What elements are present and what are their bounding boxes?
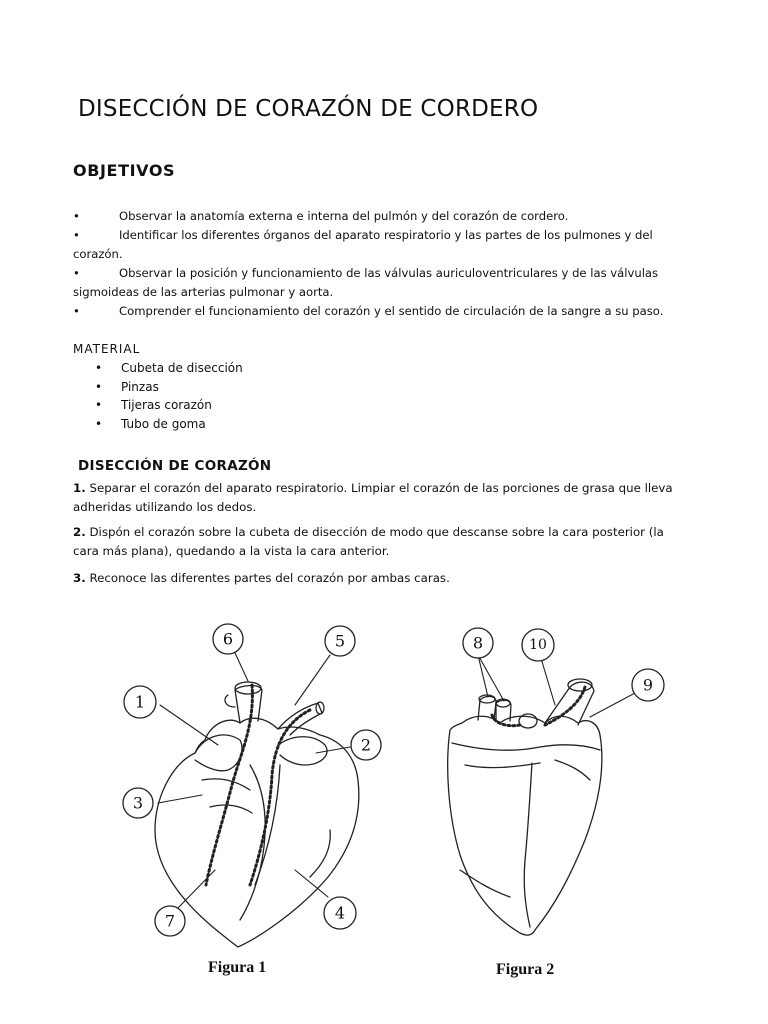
- objective-item: [73, 207, 693, 226]
- bullet-icon: •: [95, 398, 103, 412]
- bullet-icon: •: [73, 266, 80, 280]
- material-text: Tijeras corazón: [121, 398, 212, 412]
- step-text: Separar el corazón del aparato respiratorio. Limpiar el corazón de las porciones de grasa que lleva adheridas utilizando los dedos.: [73, 481, 673, 514]
- callout-label-10: 10: [529, 637, 547, 653]
- callout-label-6: 6: [222, 629, 234, 649]
- bullet-icon: •: [73, 228, 80, 242]
- figure-1-caption: Figura 1: [208, 959, 267, 976]
- objective-text: Observar la posición y funcionamiento de las válvulas auriculoventriculares y de las válvulas sigmoideas de las arterias pulmonar y aorta.: [73, 266, 659, 299]
- heart-posterior-drawing: [448, 679, 602, 935]
- bullet-icon: •: [73, 304, 80, 318]
- material-item: [95, 415, 243, 434]
- bullet-icon: •: [95, 379, 103, 394]
- material-list: [95, 359, 243, 433]
- callout-label-5: 5: [334, 631, 346, 651]
- material-text: Pinzas: [121, 379, 159, 394]
- objectives-list: [73, 207, 693, 321]
- dissection-step: [73, 523, 693, 560]
- heart-diagrams-svg: [100, 615, 690, 960]
- callout-label-1: 1: [134, 692, 146, 712]
- leader-lines-fig2: [478, 655, 635, 717]
- callout-label-2: 2: [360, 735, 372, 755]
- bullet-icon: •: [95, 361, 103, 375]
- document-title: DISECCIÓN DE CORAZÓN DE CORDERO: [78, 96, 539, 122]
- objective-item: [73, 226, 693, 264]
- step-text: Dispón el corazón sobre la cubeta de disección de modo que descanse sobre la cara posterior (la cara más plana), quedando a la vista la cara anterior.: [73, 525, 664, 558]
- objective-item: [73, 302, 693, 321]
- figure-2-caption: Figura 2: [496, 961, 555, 978]
- material-text: Cubeta de disección: [121, 361, 243, 375]
- objective-text: Identificar los diferentes órganos del aparato respiratorio y las partes de los pulmones y del corazón.: [73, 228, 653, 261]
- material-item: [95, 359, 243, 378]
- step-number: 3.: [73, 571, 86, 585]
- objective-item: [73, 264, 693, 302]
- step-number: 1.: [73, 481, 86, 495]
- step-number: 2.: [73, 525, 86, 539]
- step-text: Reconoce las diferentes partes del corazón por ambas caras.: [89, 571, 450, 585]
- material-heading: MATERIAL: [73, 342, 141, 356]
- bullet-icon: •: [95, 416, 103, 431]
- objectives-heading: OBJETIVOS: [73, 161, 176, 180]
- callout-label-9: 9: [642, 675, 654, 695]
- material-item: [95, 396, 243, 415]
- dissection-heading: DISECCIÓN DE CORAZÓN: [78, 458, 272, 474]
- callout-label-7: 7: [164, 911, 176, 931]
- objective-text: Comprender el funcionamiento del corazón y el sentido de circulación de la sangre a su paso.: [119, 304, 664, 318]
- objective-text: Observar la anatomía externa e interna del pulmón y del corazón de cordero.: [119, 209, 569, 223]
- heart-figures: [100, 615, 690, 985]
- material-item: [95, 378, 243, 397]
- callout-label-3: 3: [132, 793, 144, 813]
- callout-label-8: 8: [472, 633, 484, 653]
- dissection-step: [73, 479, 693, 516]
- callout-label-4: 4: [334, 903, 346, 923]
- dissection-step: [73, 569, 693, 588]
- material-text: Tubo de goma: [121, 416, 206, 431]
- bullet-icon: •: [73, 209, 80, 223]
